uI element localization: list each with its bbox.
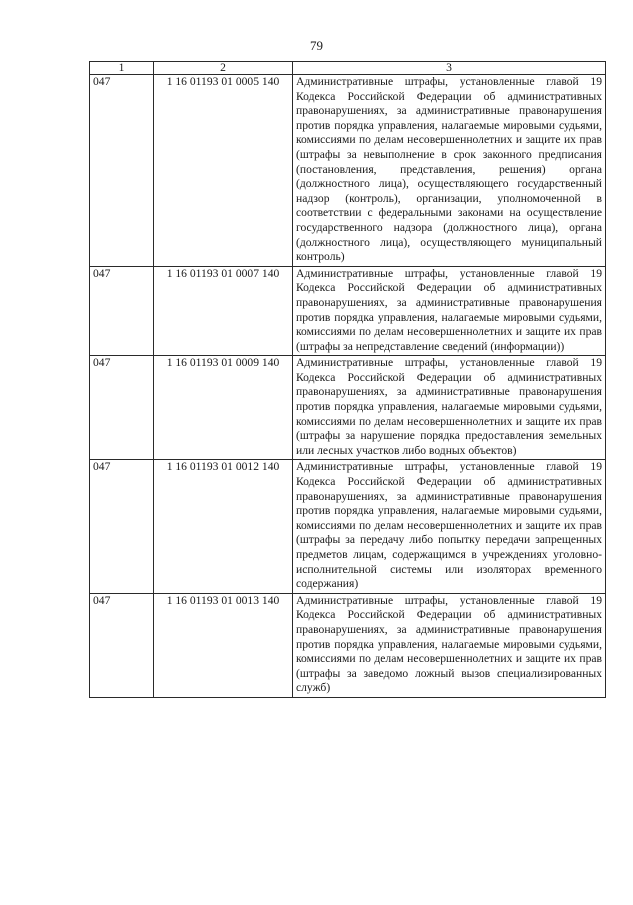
kbk-code-cell: 1 16 01193 01 0007 140 [154, 266, 293, 356]
column-header-3: 3 [293, 62, 606, 75]
table-row [90, 75, 606, 267]
admin-code-cell: 047 [90, 356, 154, 460]
description-cell: Административные штрафы, установленные главой 19 Кодекса Российской Федерации об административных правонарушениях, за административные правонарушения против порядка управления, налагаемые мировыми судьями, комиссиями по делам несовершеннолетних и защите их прав (штрафы за невыполнение в срок законного предписания (постановления, представления, решения) органа (должностного лица), осуществляющего государственный надзор (контроль), организации, уполномоченной в соответствии с федеральными законами на осуществление государственного надзора (должностного лица), органа (должностного лица), осуществляющего муниципальный контроль) [293, 75, 606, 267]
admin-code-cell: 047 [90, 593, 154, 697]
description-cell: Административные штрафы, установленные главой 19 Кодекса Российской Федерации об административных правонарушениях, за административные правонарушения против порядка управления, налагаемые мировыми судьями, комиссиями по делам несовершеннолетних и защите их прав (штрафы за непредставление сведений (информации)) [293, 266, 606, 356]
admin-code-cell: 047 [90, 75, 154, 267]
column-header-2: 2 [154, 62, 293, 75]
table-header-row [90, 62, 606, 75]
kbk-code-cell: 1 16 01193 01 0009 140 [154, 356, 293, 460]
table-row [90, 356, 606, 460]
description-cell: Административные штрафы, установленные главой 19 Кодекса Российской Федерации об административных правонарушениях, за административные правонарушения против порядка управления, налагаемые мировыми судьями, комиссиями по делам несовершеннолетних и защите их прав (штрафы за нарушение порядка предоставления земельных или лесных участков либо водных объектов) [293, 356, 606, 460]
page-number: 79 [310, 38, 323, 53]
table-row [90, 593, 606, 697]
kbk-code-cell: 1 16 01193 01 0013 140 [154, 593, 293, 697]
budget-classification-table [89, 61, 606, 698]
admin-code-cell: 047 [90, 266, 154, 356]
table-row [90, 460, 606, 593]
description-cell: Административные штрафы, установленные главой 19 Кодекса Российской Федерации об административных правонарушениях, за административные правонарушения против порядка управления, налагаемые мировыми судьями, комиссиями по делам несовершеннолетних и защите их прав (штрафы за заведомо ложный вызов специализированных служб) [293, 593, 606, 697]
column-header-1: 1 [90, 62, 154, 75]
kbk-code-cell: 1 16 01193 01 0012 140 [154, 460, 293, 593]
description-cell: Административные штрафы, установленные главой 19 Кодекса Российской Федерации об административных правонарушениях, за административные правонарушения против порядка управления, налагаемые мировыми судьями, комиссиями по делам несовершеннолетних и защите их прав (штрафы за передачу либо попытку передачи запрещенных предметов лицам, содержащимся в учреждениях уголовно-исполнительной системы или изоляторах временного содержания) [293, 460, 606, 593]
table-row [90, 266, 606, 356]
admin-code-cell: 047 [90, 460, 154, 593]
kbk-code-cell: 1 16 01193 01 0005 140 [154, 75, 293, 267]
